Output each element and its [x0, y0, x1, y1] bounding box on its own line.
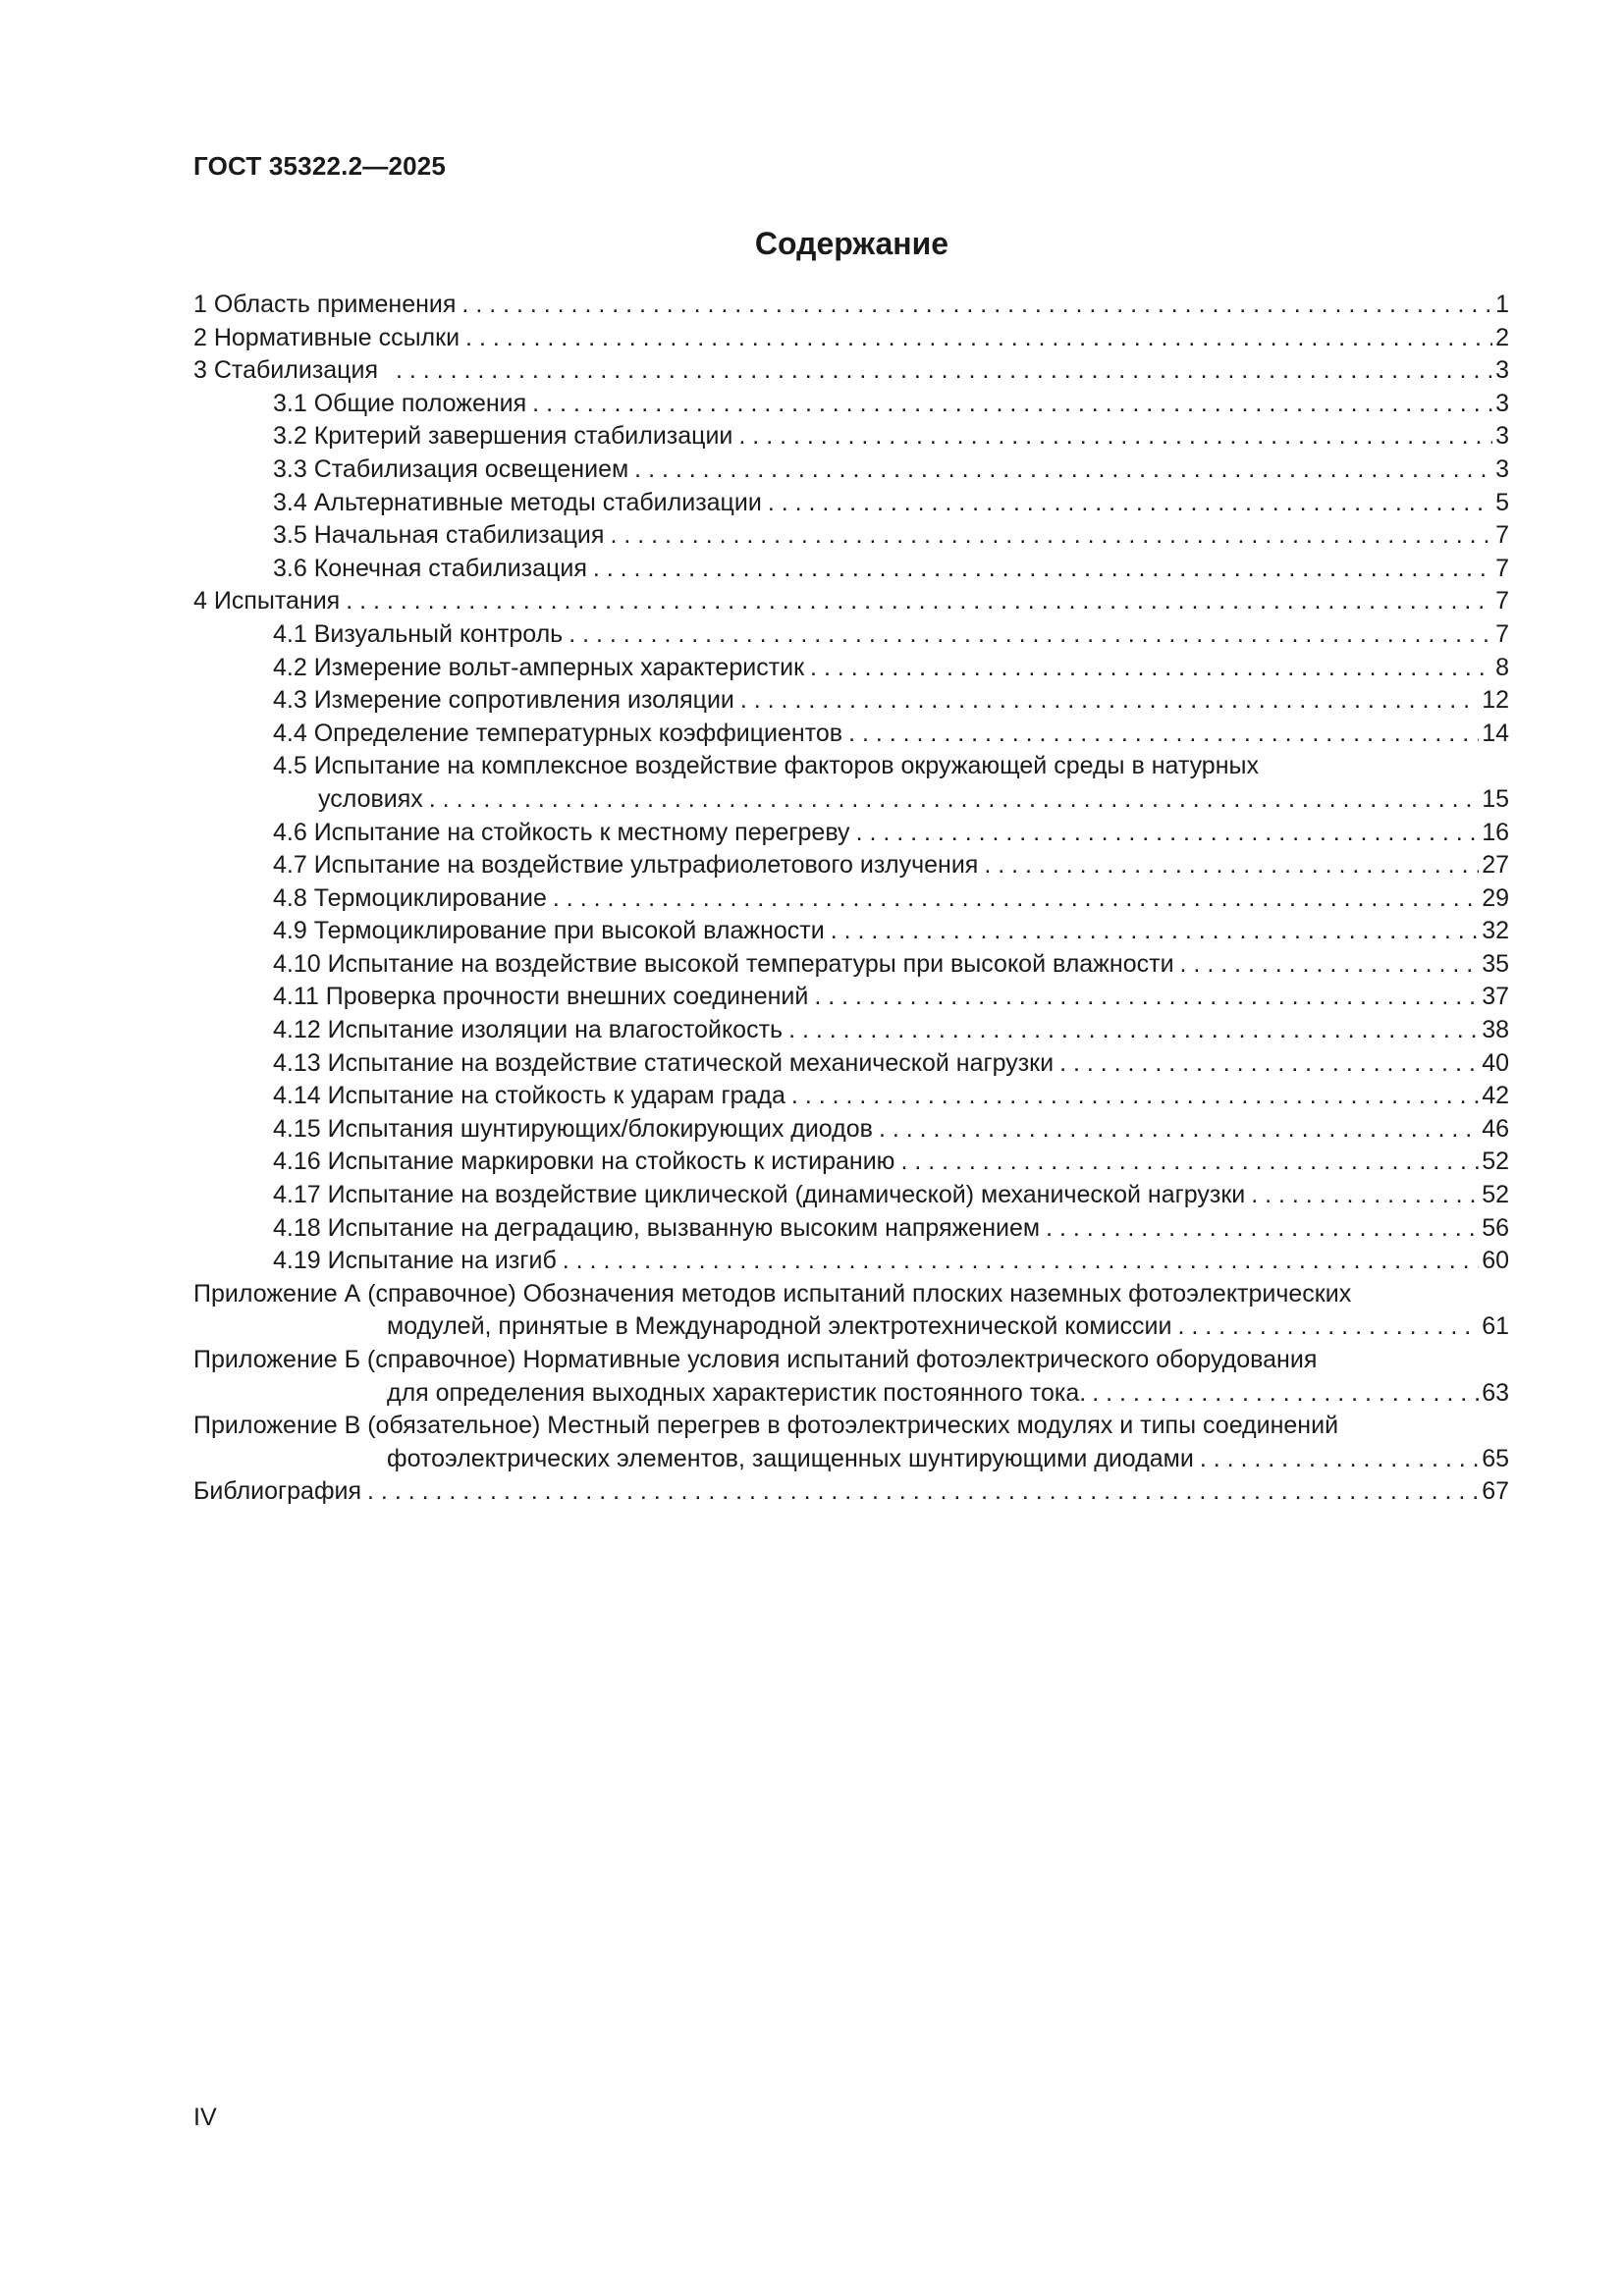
toc-entry-label: 4.6 Испытание на стойкость к местному перегреву	[273, 818, 850, 846]
toc-entry-page: 2	[1495, 323, 1509, 351]
toc-entry-label: 3.6 Конечная стабилизация	[273, 554, 587, 582]
toc-entry-label: 4.17 Испытание на воздействие циклической (динамической) механической нагрузки	[273, 1181, 1246, 1209]
toc-entry-4-14[interactable]	[193, 1080, 1509, 1113]
table-of-contents	[193, 289, 1509, 1509]
toc-entry-4-1[interactable]	[193, 618, 1509, 652]
dot-leader	[532, 388, 1492, 421]
dot-leader	[429, 783, 1479, 817]
toc-entry-label: 4.4 Определение температурных коэффициентов	[273, 719, 843, 747]
toc-entry-page: 27	[1482, 851, 1509, 880]
toc-entry-label: 3.3 Стабилизация освещением	[273, 454, 629, 483]
dot-leader	[810, 652, 1492, 685]
toc-entry-label-continuation: модулей, принятые в Международной электротехнической комиссии	[387, 1312, 1172, 1341]
toc-entry-page: 3	[1495, 454, 1509, 483]
toc-entry-appendix-v[interactable]	[193, 1410, 1509, 1475]
toc-entry-page: 7	[1495, 587, 1509, 615]
dot-leader	[367, 1475, 1479, 1509]
toc-entry-label: 4.7 Испытание на воздействие ультрафиолетового излучения	[273, 851, 979, 880]
toc-entry-4-5[interactable]	[193, 750, 1509, 816]
toc-entry-page: 65	[1482, 1444, 1509, 1472]
toc-entry-label-continuation: для определения выходных характеристик постоянного тока.	[387, 1378, 1087, 1407]
toc-entry-label: Приложение Б (справочное) Нормативные условия испытаний фотоэлектрического оборудования	[193, 1346, 1318, 1373]
toc-entry-label: 3.4 Альтернативные методы стабилизации	[273, 488, 762, 516]
document-header-id: ГОСТ 35322.2—2025	[193, 151, 447, 181]
toc-entry-page: 7	[1495, 521, 1509, 550]
toc-entry-bibliography[interactable]	[193, 1475, 1509, 1509]
toc-entry-4-15[interactable]	[193, 1113, 1509, 1147]
dot-leader	[1092, 1377, 1479, 1411]
dot-leader	[900, 1146, 1479, 1179]
toc-entry-4-6[interactable]	[193, 817, 1509, 850]
toc-entry-label: 4 Испытания	[193, 587, 341, 615]
toc-entry-label: Приложение В (обязательное) Местный перегрев в фотоэлектрических модулях и типы соединений	[193, 1412, 1339, 1440]
toc-entry-label: 3.2 Критерий завершения стабилизации	[273, 422, 733, 451]
toc-entry-4-7[interactable]	[193, 849, 1509, 882]
dot-leader	[1200, 1443, 1479, 1476]
toc-entry-3[interactable]	[193, 354, 1509, 388]
dot-leader	[610, 519, 1492, 553]
toc-entry-label: 4.1 Визуальный контроль	[273, 619, 564, 648]
toc-entry-label-continuation: условиях	[318, 784, 423, 813]
toc-entry-page: 67	[1482, 1477, 1509, 1506]
toc-entry-label: 4.2 Измерение вольт-амперных характеристик	[273, 653, 805, 681]
toc-entry-label: 4.13 Испытание на воздействие статической механической нагрузки	[273, 1048, 1055, 1077]
toc-entry-page: 52	[1482, 1148, 1509, 1176]
toc-entry-page: 5	[1495, 488, 1509, 516]
toc-entry-label: 4.12 Испытание изоляции на влагостойкость	[273, 1016, 784, 1044]
toc-entry-4-12[interactable]	[193, 1014, 1509, 1047]
toc-entry-page: 7	[1495, 554, 1509, 582]
toc-title: Содержание	[754, 226, 949, 261]
toc-entry-page: 16	[1482, 818, 1509, 846]
dot-leader	[848, 718, 1479, 751]
toc-entry-page: 15	[1482, 784, 1509, 813]
dot-leader	[563, 1245, 1479, 1278]
toc-entry-page: 46	[1482, 1114, 1509, 1143]
toc-entry-page: 12	[1482, 686, 1509, 715]
dot-leader	[831, 915, 1479, 948]
toc-entry-label-continuation: фотоэлектрических элементов, защищенных шунтирующими диодами	[387, 1444, 1194, 1472]
dot-leader	[465, 322, 1492, 355]
toc-entry-4-4[interactable]	[193, 718, 1509, 751]
toc-entry-page: 37	[1482, 983, 1509, 1011]
toc-entry-page: 40	[1482, 1048, 1509, 1077]
toc-entry-label: 1 Область применения	[193, 291, 457, 318]
toc-entry-4-3[interactable]	[193, 684, 1509, 718]
toc-entry-page: 42	[1482, 1082, 1509, 1110]
toc-entry-label: 3.5 Начальная стабилизация	[273, 521, 605, 550]
toc-entry-label: Приложение А (справочное) Обозначения методов испытаний плоских наземных фотоэлектрических	[193, 1279, 1352, 1308]
dot-leader	[879, 1113, 1479, 1147]
toc-entry-1[interactable]	[193, 289, 1509, 322]
toc-entry-3-6[interactable]	[193, 553, 1509, 586]
toc-entry-page: 63	[1482, 1378, 1509, 1407]
toc-entry-page: 52	[1482, 1181, 1509, 1209]
toc-entry-page: 3	[1495, 356, 1509, 385]
toc-entry-3-3[interactable]	[193, 454, 1509, 487]
toc-entry-label: 4.3 Измерение сопротивления изоляции	[273, 686, 734, 715]
toc-entry-page: 61	[1482, 1312, 1509, 1341]
dot-leader	[740, 684, 1479, 718]
toc-entry-4-17[interactable]	[193, 1179, 1509, 1212]
toc-entry-label: 3 Стабилизация	[193, 356, 379, 385]
toc-entry-page: 14	[1482, 719, 1509, 747]
dot-leader	[1180, 948, 1480, 982]
toc-entry-label: 2 Нормативные ссылки	[193, 323, 460, 351]
toc-entry-3-4[interactable]	[193, 487, 1509, 520]
toc-entry-page: 35	[1482, 949, 1509, 978]
dot-leader	[791, 1080, 1479, 1113]
toc-entry-page: 29	[1482, 883, 1509, 912]
toc-entry-4-2[interactable]	[193, 652, 1509, 685]
toc-entry-4[interactable]	[193, 585, 1509, 618]
dot-leader	[346, 585, 1492, 618]
toc-entry-appendix-b[interactable]	[193, 1344, 1509, 1410]
toc-entry-label: 4.9 Термоциклирование при высокой влажности	[273, 917, 825, 945]
dot-leader	[568, 618, 1492, 652]
toc-entry-label: 4.16 Испытание маркировки на стойкость к истиранию	[273, 1148, 895, 1176]
dot-leader	[814, 981, 1479, 1014]
toc-entry-4-16[interactable]	[193, 1146, 1509, 1179]
toc-entry-label: 4.11 Проверка прочности внешних соединений	[273, 983, 809, 1011]
toc-entry-4-9[interactable]	[193, 915, 1509, 948]
dot-leader	[593, 553, 1492, 586]
dot-leader	[788, 1014, 1479, 1047]
dot-leader	[1177, 1310, 1479, 1344]
toc-entry-page: 3	[1495, 422, 1509, 451]
toc-entry-label: 4.5 Испытание на комплексное воздействие факторов окружающей среды в натурных	[273, 752, 1259, 780]
toc-entry-page: 60	[1482, 1247, 1509, 1275]
dot-leader	[461, 289, 1492, 322]
dot-leader	[553, 882, 1479, 916]
dot-leader	[1059, 1047, 1479, 1081]
toc-entry-label: Библиография	[193, 1477, 362, 1506]
toc-entry-page: 3	[1495, 389, 1509, 417]
toc-entry-appendix-a[interactable]	[193, 1278, 1509, 1344]
toc-entry-page: 56	[1482, 1213, 1509, 1242]
toc-entry-label: 4.15 Испытания шунтирующих/блокирующих диодов	[273, 1114, 873, 1143]
dot-leader	[768, 487, 1492, 520]
toc-entry-2[interactable]	[193, 322, 1509, 355]
toc-entry-page: 7	[1495, 619, 1509, 648]
toc-entry-page: 8	[1495, 653, 1509, 681]
dot-leader	[856, 817, 1480, 850]
toc-entry-3-1[interactable]	[193, 388, 1509, 421]
toc-entry-page: 1	[1495, 291, 1509, 318]
toc-entry-4-18[interactable]	[193, 1212, 1509, 1246]
toc-entry-4-8[interactable]	[193, 882, 1509, 916]
dot-leader	[396, 354, 1492, 388]
dot-leader	[634, 454, 1492, 487]
dot-leader	[1046, 1212, 1479, 1246]
dot-leader	[1251, 1179, 1479, 1212]
toc-entry-label: 4.18 Испытание на деградацию, вызванную высоким напряжением	[273, 1213, 1041, 1242]
toc-entry-label: 4.14 Испытание на стойкость к ударам града	[273, 1082, 785, 1110]
toc-entry-label: 4.8 Термоциклирование	[273, 883, 547, 912]
toc-entry-4-13[interactable]	[193, 1047, 1509, 1081]
toc-entry-4-10[interactable]	[193, 948, 1509, 982]
toc-entry-3-5[interactable]	[193, 519, 1509, 553]
toc-entry-4-19[interactable]	[193, 1245, 1509, 1278]
toc-entry-4-11[interactable]	[193, 981, 1509, 1014]
toc-entry-label: 4.19 Испытание на изгиб	[273, 1247, 557, 1275]
toc-entry-page: 32	[1482, 917, 1509, 945]
toc-entry-page: 38	[1482, 1016, 1509, 1044]
dot-leader	[984, 849, 1479, 882]
page-number: IV	[193, 2104, 217, 2131]
toc-entry-label: 4.10 Испытание на воздействие высокой температуры при высокой влажности	[273, 949, 1174, 978]
toc-entry-label: 3.1 Общие положения	[273, 389, 527, 417]
dot-leader	[738, 420, 1492, 454]
toc-entry-3-2[interactable]	[193, 420, 1509, 454]
